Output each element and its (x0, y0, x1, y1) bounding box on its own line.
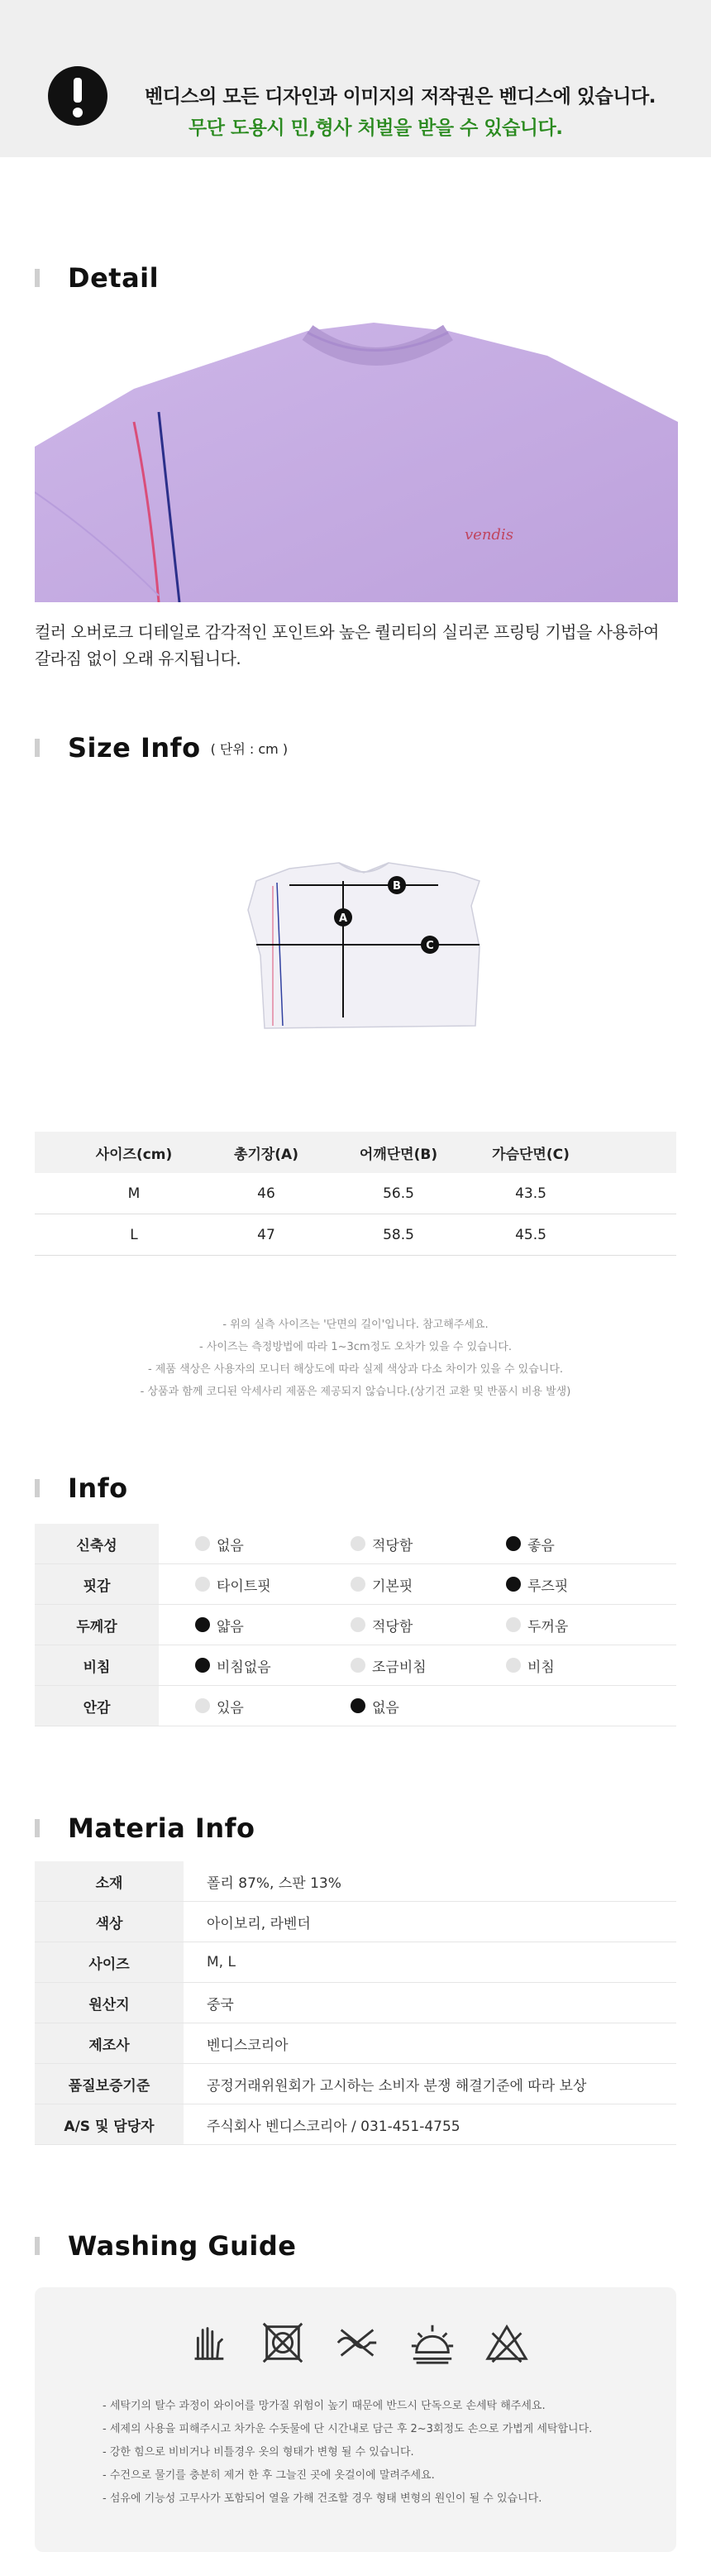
size-row-m: M 46 56.5 43.5 (35, 1173, 676, 1214)
washing-guide-box (35, 2287, 676, 2552)
size-section-title: Size Info ( 단위 : cm ) (35, 733, 288, 763)
no-bleach-icon (483, 2319, 531, 2367)
info-row-sheer: 비침 비침없음 조금비침 비침 (35, 1645, 676, 1686)
size-notes: - 위의 실측 사이즈는 '단면의 길이'입니다. 참고해주세요. - 사이즈는 측정방법에 따라 1~3cm정도 오차가 있을 수 있습니다. - 제품 색상은 사용자의 모니터 해상도에 따라 실제 색상과 다소 차이가 있을 수 있습니다. - 상품과 함께 코디된 악세사리 제품은 제공되지 않습니다.(상기건 교환 및 반품시 비용 발생) (140, 1319, 571, 1398)
washing-section-title: Washing Guide (35, 2231, 297, 2261)
detail-photo (35, 323, 678, 602)
info-row-thickness: 두께감 얇음 적당함 두꺼움 (35, 1605, 676, 1645)
hand-wash-icon (184, 2319, 231, 2367)
materia-row: 품질보증기준 공정거래위원회가 고시하는 소비자 분쟁 해결기준에 따라 보상 (35, 2064, 676, 2104)
marker-b: B (393, 880, 401, 893)
info-section-title: Info (35, 1473, 128, 1503)
info-row-fit: 핏감 타이트핏 기본핏 루즈핏 (35, 1564, 676, 1605)
materia-table (35, 1861, 676, 2145)
no-tumble-dry-icon (259, 2319, 307, 2367)
size-row-l: L 47 58.5 45.5 (35, 1214, 676, 1256)
size-table (35, 1132, 676, 1256)
no-wring-icon (333, 2319, 381, 2367)
materia-row: 소재 폴리 87%, 스판 13% (35, 1861, 676, 1902)
detail-section-title: Detail (35, 263, 159, 293)
materia-row: A/S 및 담당자 주식회사 벤디스코리아 / 031-451-4755 (35, 2104, 676, 2145)
size-unit: ( 단위 : cm ) (210, 740, 289, 757)
materia-section-title: Materia Info (35, 1813, 255, 1843)
materia-row: 색상 아이보리, 라벤더 (35, 1902, 676, 1942)
exclamation-icon (48, 66, 107, 126)
copyright-notice: 벤디스의 모든 디자인과 이미지의 저작권은 벤디스에 있습니다. (145, 86, 656, 108)
materia-row: 원산지 중국 (35, 1983, 676, 2023)
info-row-lining: 안감 있음 없음 (35, 1686, 676, 1726)
copyright-banner (0, 0, 711, 157)
materia-row: 제조사 벤디스코리아 (35, 2023, 676, 2064)
info-row-stretch: 신축성 없음 적당함 좋음 (35, 1524, 676, 1564)
washing-notes: - 세탁기의 탈수 과정이 와이어를 망가질 위험이 높기 때문에 반드시 단독으로 손세탁 해주세요. - 세제의 사용을 피해주시고 차가운 수돗물에 단 시간내로 담근 후 2~3회정도 손으로 가볍게 세탁합니다. - 강한 힘으로 비비거나 비틀경우 옷의 형태가 변형 될 수 있습니다. - 수건으로 물기를 충분히 제거 한 후 그늘진 곳에 옷걸이에 말려주세요. - 섬유에 기능성 고무사가 포함되어 열을 가해 건조할 경우 형태 변형의 원인이 될 수 있습니다. (103, 2400, 593, 2505)
marker-c: C (426, 940, 434, 952)
info-table (35, 1524, 676, 1726)
brand-print: vendis (465, 526, 513, 543)
dry-in-shade-icon (408, 2319, 456, 2367)
washing-icons (184, 2319, 531, 2370)
legal-warning: 무단 도용시 민,형사 처벌을 받을 수 있습니다. (188, 117, 563, 139)
materia-row: 사이즈 M, L (35, 1942, 676, 1983)
size-table-header: 사이즈(cm) 총기장(A) 어깨단면(B) 가슴단면(C) (35, 1132, 676, 1173)
size-diagram (240, 848, 496, 1046)
detail-description: 컬러 오버로크 디테일로 감각적인 포인트와 높은 퀄리티의 실리콘 프링팅 기법을 사용하여 갈라짐 없이 오래 유지됩니다. (35, 622, 659, 668)
marker-a: A (338, 912, 348, 925)
